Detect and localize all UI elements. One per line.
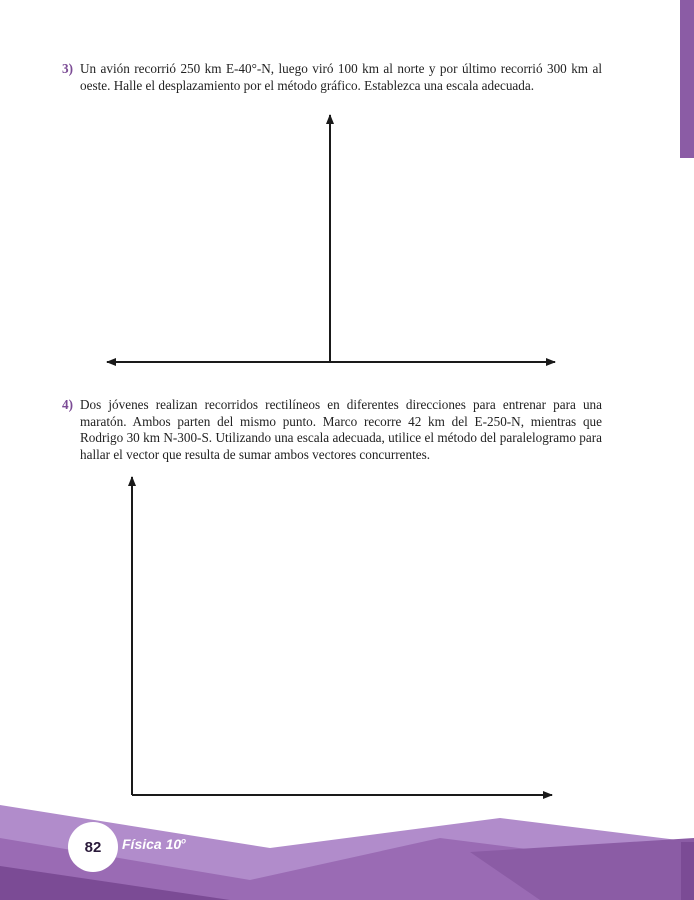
- exercise-3-text: Un avión recorrió 250 km E-40°-N, luego viró 100 km al norte y por último recorrió 300 km al oeste. Halle el desplazamiento por el método gráfico. Establezca una escala adecuada.: [80, 61, 602, 93]
- page-number-text: 82: [84, 838, 102, 856]
- exercise-4-number: 4): [62, 397, 73, 412]
- book-title-text: Física 10: [122, 836, 182, 852]
- book-title-ordinal: o: [181, 836, 187, 846]
- footer-right-tab: [681, 842, 694, 900]
- exercise-3-number: 3): [62, 61, 73, 76]
- exercise-4-text: Dos jóvenes realizan recorridos rectilíneos en diferentes direcciones para entrenar para una maratón. Ambos parten del mismo punto. Marco recorre 42 km del E-250-N, mientras que Rodrigo 30 km N-300-S. Utilizando una escala adecuada, utilice el método del paralelogramo para hallar el vector que resulta de sumar ambos vectores concurrentes.: [80, 397, 602, 462]
- book-title: [122, 836, 186, 852]
- page-number: [68, 822, 118, 872]
